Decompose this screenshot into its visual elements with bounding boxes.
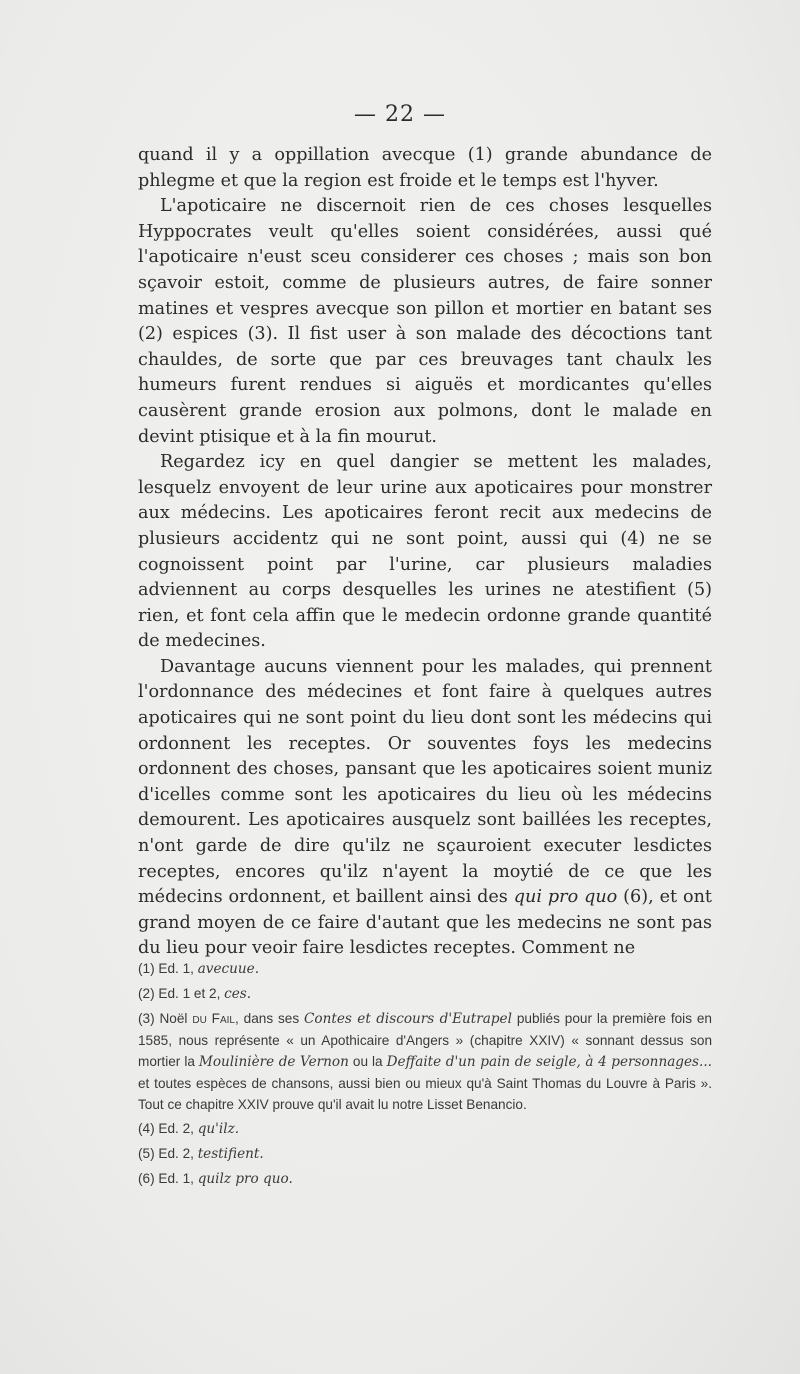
footnote-3-author: du Fail [192,1011,235,1026]
footnote-1-label: (1) Ed. 1, [138,961,194,976]
footnote-3-label: (3) Noël [138,1011,188,1026]
footnote-5-italic: testifient. [197,1146,264,1162]
page-number: — 22 — [354,102,446,127]
footnote-6-italic: quilz pro quo. [197,1171,293,1187]
paragraph-4-italic: qui pro quo [513,887,618,908]
footnote-3-text-c: ou la [348,1054,387,1069]
footnote-3-italic-b: Moulinière de Vernon [198,1054,349,1070]
paragraph-4 [138,655,712,962]
footnote-2 [138,983,712,1005]
footnotes [138,958,712,1193]
footnote-2-italic: ces. [224,986,252,1002]
footnote-1-italic: avecuue. [197,961,260,977]
footnote-5 [138,1143,712,1165]
footnote-4 [138,1118,712,1140]
footnote-4-label: (4) Ed. 2, [138,1121,194,1136]
footnote-3-italic-c: Deffaite d'un pain de seigle, à 4 personnages... [386,1054,712,1070]
footnote-3-italic-a: Contes et discours d'Eutrapel [304,1011,512,1027]
footnote-3-text-d: et toutes espèces de chansons, aussi bien ou mieux qu'à Saint Thomas du Louvre à Paris ». Tout ce chapitre XXIV prouve qu'il avait lu notre Lisset Benancio. [138,1076,712,1112]
paragraph-4-part-a: Davantage aucuns viennent pour les malades, qui prennent l'ordonnance des médecines et font faire à quelques autres apoticaires qui ne sont point du lieu dont sont les médecins qui ordonnent les receptes. Or souventes foys les medecins ordonnent des choses, pansant que les apoticaires soient muniz d'icelles comme sont les apoticaires du lieu où les médecins demourent. Les apoticaires ausquelz sont baillées les receptes, n'ont garde de dire qu'ilz ne sçauroient executer lesdictes receptes, encores qu'ilz n'ayent la moytié de ce que les médecins ordonnent, et baillent ainsi des [138,656,712,908]
paragraph-2: L'apoticaire ne discernoit rien de ces choses lesquelles Hyppocrates veult qu'elles soient considérées, aussi qué l'apoticaire n'eust sceu considerer ces choses ; mais son bon sçavoir estoit, comme de plusieurs autres, de faire sonner matines et vespres avecque son pillon et mortier en batant ses (2) espices (3). Il fist user à son malade des décoctions tant chauldes, de sorte que par ces breuvages tant chaulx les humeurs furent rendues si aiguës et mordicantes qu'elles causèrent grande erosion aux polmons, dont le malade en devint ptisique et à la fin mourut. [138,196,712,447]
footnote-5-label: (5) Ed. 2, [138,1146,194,1161]
paragraph-4-part-b: (6), et ont grand moyen de ce faire d'autant que les medecins ne sont pas du lieu pour veoir faire lesdictes receptes. Comment ne [138,887,712,959]
footnote-3-text-a: , dans ses [234,1011,305,1026]
footnote-3 [138,1008,712,1115]
footnote-6-label: (6) Ed. 1, [138,1171,194,1186]
footnote-2-label: (2) Ed. 1 et 2, [138,986,221,1001]
footnote-1 [138,958,712,980]
footnote-4-italic: qu'ilz. [197,1121,240,1137]
main-text [138,143,712,962]
paragraph-3: Regardez icy en quel dangier se mettent les malades, lesquelz envoyent de leur urine aux apoticaires pour monstrer aux médecins. Les apoticaires feront recit aux medecins de plusieurs accidentz qui ne sont point, aussi qui (4) ne se cognoissent point par l'urine, car plusieurs maladies adviennent au corps desquelles les urines ne atestifient (5) rien, et font cela affin que le medecin ordonne grande quantité de medecines. [138,452,712,652]
footnote-6 [138,1168,712,1190]
footnote-3-text-b: publiés pour la première fois en 1585, nous représente « un Apothicaire d'Angers » (chapitre XXIV) « sonnant dessus son mortier la [138,1011,712,1069]
paragraph-1: quand il y a oppillation avecque (1) grande abundance de phlegme et que la region est froide et le temps est l'hyver. [138,145,712,191]
